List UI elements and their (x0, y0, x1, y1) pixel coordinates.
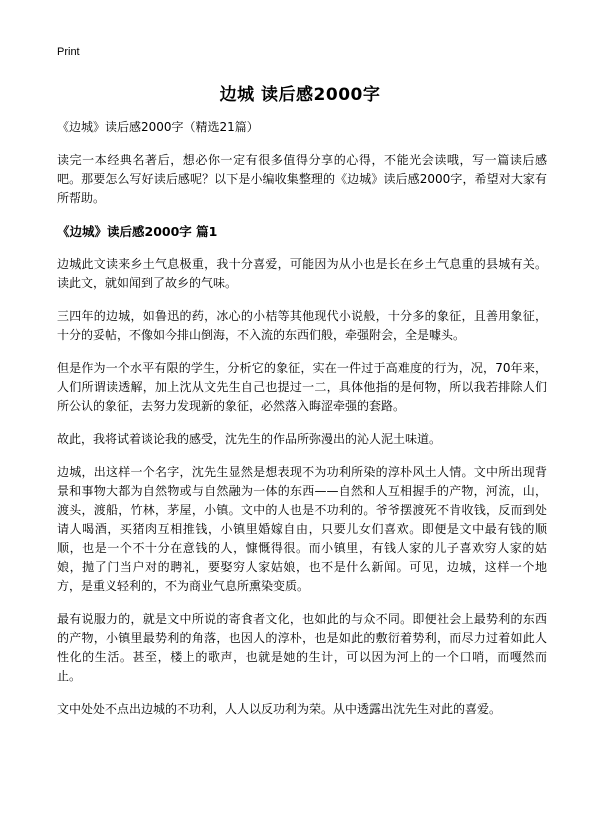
section-heading: 《边城》读后感2000字 篇1 (57, 224, 218, 239)
paragraph: 边城此文读来乡土气息极重，我十分喜爱，可能因为从小也是长在乡土气息重的县城有关。读此文，就如闻到了故乡的气味。 (57, 257, 547, 290)
paragraph: 最有说服力的，就是文中所说的寄食者文化，也如此的与众不同。即便社会上最势利的东西的产物，小镇里最势利的角落，也因人的淳朴，也是如此的敷衍着势利，而尽力过着如此人性化的生活。甚至，楼上的歌声，也就是她的生计，可以因为河上的一个口哨，而嘎然而止。 (57, 612, 547, 683)
paragraph: 但是作为一个水平有限的学生，分析它的象征，实在一件过于高难度的行为，况，70年来，人们所谓读透解，加上沈从文先生自己也提过一二，具体他指的是何物，所以我若排除人们所公认的象征，去努力发现新的象征，必然落入晦涩牵强的套路。 (57, 361, 547, 413)
page-title: 边城 读后感2000字 (219, 85, 381, 105)
article-body (57, 118, 547, 733)
intro-paragraph: 读完一本经典名著后，想必你一定有很多值得分享的心得，不能光会读哦，写一篇读后感吧。那要怎么写好读后感呢？以下是小编收集整理的《边城》读后感2000字，希望对大家有所帮助。 (57, 153, 547, 205)
paragraph: 故此，我将试着谈论我的感受，沈先生的作品所弥漫出的沁人泥土味道。 (57, 432, 442, 446)
print-link[interactable]: Print (57, 46, 80, 58)
article-subtitle: 《边城》读后感2000字（精选21篇） (57, 120, 259, 134)
paragraph: 三四年的边城，如鲁迅的药，冰心的小桔等其他现代小说般，十分多的象征，且善用象征，十分的妥帖，不像如今排山倒海，不入流的东西们般，牵强附会，全是噱头。 (57, 309, 547, 342)
paragraph: 边城，出这样一个名字，沈先生显然是想表现不为功利所染的淳朴风土人情。文中所出现背景和事物大都为自然物或与自然融为一体的东西——自然和人互相握手的产物，河流，山，渡头，渡船，竹林，茅屋，小镇。文中的人也是不功利的。爷爷摆渡死不肯收钱，反而到处请人喝酒，买猪肉互相推钱，小镇里婚嫁自由，只要儿女们喜欢。即便是文中最有钱的顺顺，也是一个不十分在意钱的人，慷慨得很。而小镇里，有钱人家的儿子喜欢穷人家的姑娘，抛了门当户对的聘礼，要娶穷人家姑娘，也不是什么新闻。可见，边城，这样一个地方，是重义轻利的，不为商业气息所熏染变质。 (57, 465, 547, 593)
paragraph: 文中处处不点出边城的不功利，人人以反功利为荣。从中透露出沈先生对此的喜爱。 (57, 702, 502, 716)
